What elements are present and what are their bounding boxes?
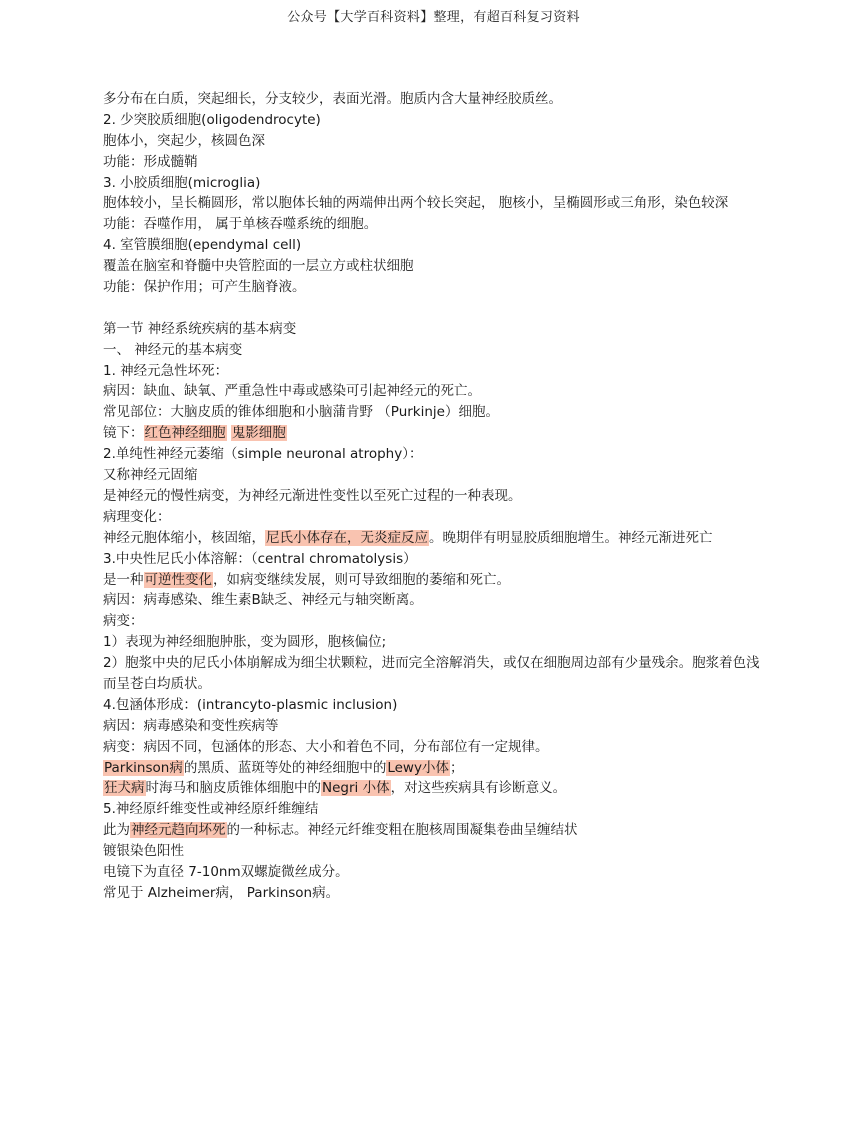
text-line: 功能：吞噬作用， 属于单核吞噬系统的细胞。	[103, 216, 378, 233]
text-line: 覆盖在脑室和脊髓中央管腔面的一层立方或柱状细胞	[103, 258, 414, 275]
highlighted-term: 可逆性变化	[144, 571, 212, 588]
highlighted-term: 尼氏小体存在，无炎症反应	[266, 529, 428, 546]
text-line: 病因：病毒感染、维生素B缺乏、神经元与轴突断离。	[103, 592, 423, 609]
highlighted-term: Negri 小体	[322, 780, 390, 797]
text-line	[103, 528, 768, 549]
highlighted-term: 狂犬病	[104, 780, 145, 797]
text-line: 常见于 Alzheimer病， Parkinson病。	[103, 884, 340, 901]
section-heading: 4. 室管膜细胞(ependymal cell)	[103, 237, 302, 254]
text-segment: 此为	[103, 822, 130, 839]
text-line	[103, 820, 768, 841]
text-line: 又称神经元固缩	[103, 467, 198, 484]
text-line: 2）胞浆中央的尼氏小体崩解成为细尘状颗粒，进而完全溶解消失，或仅在细胞周边部有少量残余。胞浆着色浅而呈苍白均质状。	[103, 655, 760, 692]
subsection-heading: 2.单纯性神经元萎缩（simple neuronal atrophy）：	[103, 446, 423, 463]
text-line: 功能：保护作用；可产生脑脊液。	[103, 279, 306, 296]
text-line: 1）表现为神经细胞肿胀，变为圆形，胞核偏位;	[103, 634, 387, 651]
text-line: 是神经元的慢性病变，为神经元渐进性变性以至死亡过程的一种表现。	[103, 487, 522, 504]
text-segment: 的黑质、蓝斑等处的神经细胞中的	[183, 759, 387, 776]
text-line: 病变：	[103, 613, 144, 630]
text-line	[103, 570, 768, 591]
text-line: 病因：缺血、缺氧、严重急性中毒或感染可引起神经元的死亡。	[103, 383, 481, 400]
highlighted-term: Lewy小体	[387, 759, 449, 776]
subsection-heading: 4.包涵体形成：(intrancyto-plasmic inclusion)	[103, 696, 398, 713]
text-segment: 的一种标志。神经元纤维变粗在胞核周围凝集卷曲呈缠结状	[226, 822, 578, 839]
chapter-title: 第一节 神经系统疾病的基本病变	[103, 320, 297, 337]
text-line: 病变：病因不同，包涵体的形态、大小和着色不同，分布部位有一定规律。	[103, 738, 549, 755]
text-line: 常见部位：大脑皮质的锥体细胞和小脑蒲肯野 （Purkinje）细胞。	[103, 404, 499, 421]
highlighted-term: 鬼影细胞	[231, 425, 286, 442]
text-line	[103, 423, 768, 444]
text-segment: 。晚期伴有明显胶质细胞增生。神经元渐进死亡	[429, 529, 713, 546]
subsection-heading: 5.神经原纤维变性或神经原纤维缠结	[103, 801, 319, 818]
text-line: 病因：病毒感染和变性疾病等	[103, 717, 279, 734]
text-segment: ，对这些疾病具有诊断意义。	[390, 780, 567, 797]
text-segment: ；	[449, 759, 464, 776]
page-header: 公众号【大学百科资料】整理，有超百科复习资料	[287, 10, 580, 25]
text-segment: 时海马和脑皮质锥体细胞中的	[145, 780, 321, 797]
section-heading: 2. 少突胶质细胞(oligodendrocyte)	[103, 111, 321, 128]
highlighted-term: 红色神经细胞	[144, 425, 226, 442]
subsection-heading: 1. 神经元急性坏死：	[103, 362, 229, 379]
section-heading: 3. 小胶质细胞(microglia)	[103, 174, 261, 191]
text-line: 胞体较小，呈长椭圆形，常以胞体长轴的两端伸出两个较长突起， 胞核小，呈椭圆形或三角形，染色较深	[103, 195, 729, 212]
section-heading: 一、 神经元的基本病变	[103, 341, 243, 358]
text-line	[103, 778, 768, 799]
text-line: 镀银染色阳性	[103, 843, 184, 860]
text-segment: 是一种	[103, 571, 144, 588]
text-segment: 神经元胞体缩小，核固缩，	[103, 529, 265, 546]
text-line	[103, 758, 768, 779]
highlighted-term: Parkinson病	[104, 759, 183, 776]
text-line: 病理变化：	[103, 508, 171, 525]
text-segment: 镜下：	[103, 425, 144, 442]
text-line: 电镜下为直径 7-10nm双螺旋微丝成分。	[103, 864, 349, 881]
subsection-heading: 3.中央性尼氏小体溶解：（central chromatolysis）	[103, 550, 417, 567]
text-line: 胞体小，突起少，核圆色深	[103, 132, 265, 149]
text-segment: ，如病变继续发展，则可导致细胞的萎缩和死亡。	[213, 571, 510, 588]
text-line: 多分布在白质，突起细长，分支较少，表面光滑。胞质内含大量神经胶质丝。	[103, 91, 562, 107]
highlighted-term: 神经元趋向坏死	[131, 822, 226, 839]
blank-line	[103, 298, 768, 319]
document-body	[103, 89, 768, 904]
text-line: 功能：形成髓鞘	[103, 153, 198, 170]
